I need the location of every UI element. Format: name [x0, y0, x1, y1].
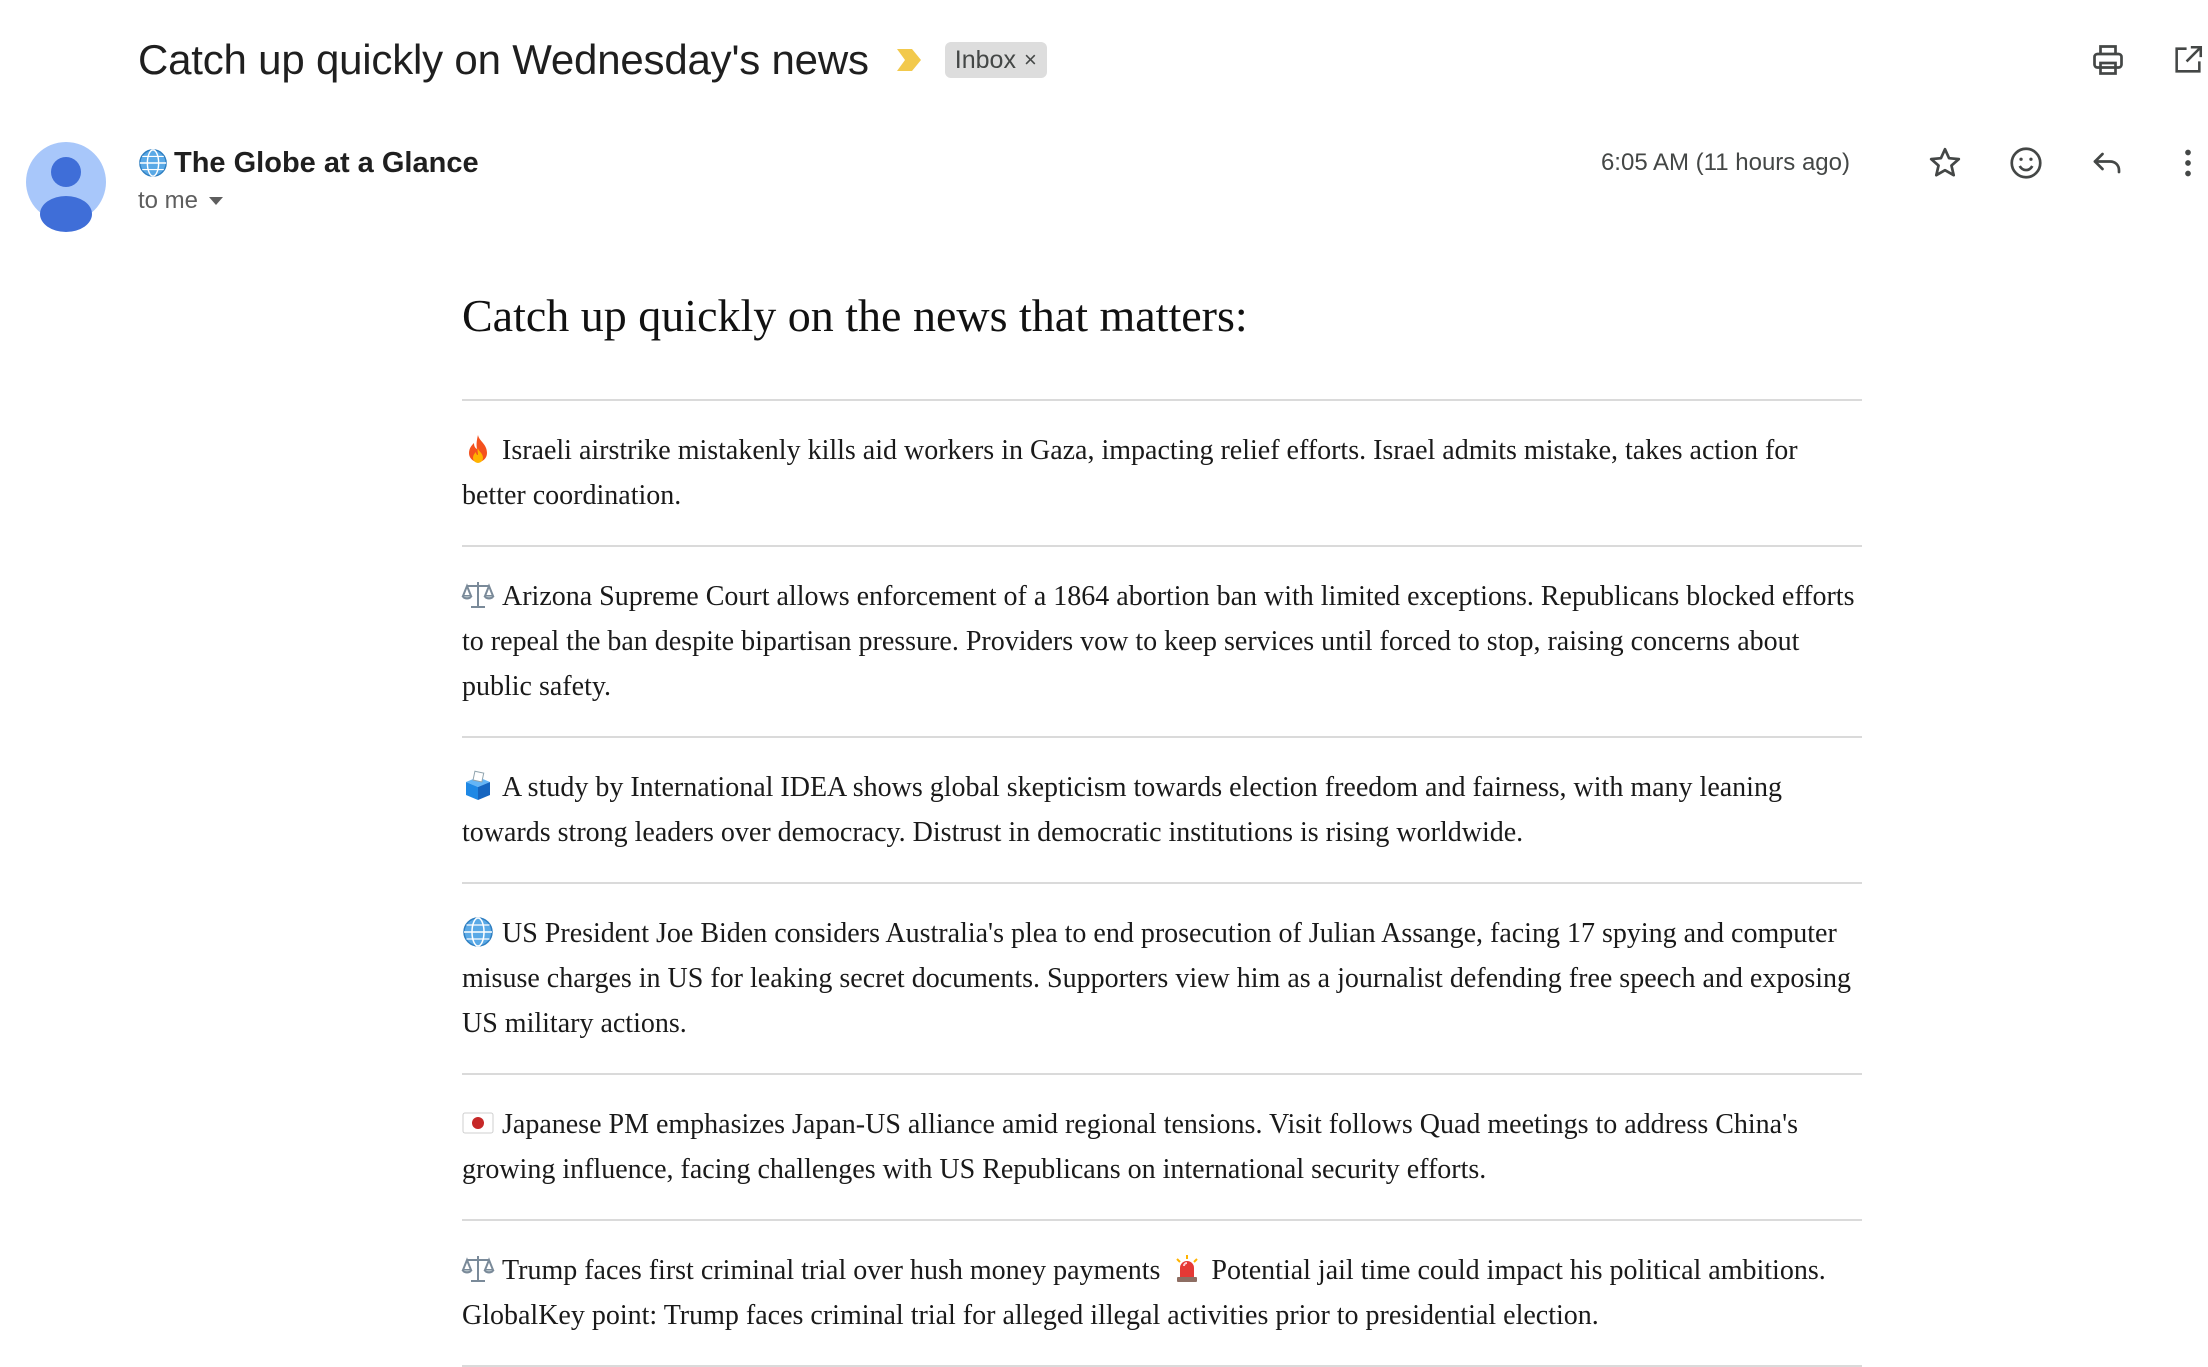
balance-scale-icon: [462, 1253, 494, 1285]
ballot-box-icon: [462, 770, 494, 802]
open-in-new-window-button[interactable]: [2168, 40, 2208, 80]
globe-icon: [462, 916, 494, 948]
reply-icon: [2089, 145, 2125, 181]
print-button[interactable]: [2088, 40, 2128, 80]
importance-marker-icon[interactable]: [895, 45, 925, 75]
japan-flag-icon: [462, 1107, 494, 1139]
inbox-label-chip[interactable]: [945, 42, 1047, 78]
news-item: [462, 547, 1862, 738]
more-options-button[interactable]: [2168, 143, 2208, 183]
news-text: Japanese PM emphasizes Japan-US alliance amid regional tensions. Visit follows Quad meetings to address China's growing influence, facing challenges with US Republicans on international security efforts.: [462, 1109, 1799, 1185]
inbox-label-text: Inbox: [954, 45, 1016, 74]
open-in-new-icon: [2171, 43, 2205, 77]
news-item: [462, 884, 1862, 1075]
news-item: [462, 1075, 1862, 1221]
star-button[interactable]: [1925, 143, 1965, 183]
print-icon: [2090, 42, 2126, 78]
news-text: Israeli airstrike mistakenly kills aid workers in Gaza, impacting relief efforts. Israel admits mistake, takes action for better coordination.: [462, 435, 1798, 511]
reply-button[interactable]: [2087, 143, 2127, 183]
sender-line: [138, 143, 479, 183]
sender-block: [138, 143, 479, 215]
news-item: [462, 401, 1862, 547]
news-text: Potential jail time could impact his political ambitions. GlobalKey point: Trump faces criminal trial for alleged illegal activities prior to presidential election.: [462, 1255, 1826, 1331]
news-text: Arizona Supreme Court allows enforcement of a 1864 abortion ban with limited exceptions. Republicans blocked efforts to repeal the ban despite bipartisan pressure. Providers vow to keep services until forced to stop, raising concerns about public safety.: [462, 581, 1855, 702]
body-heading: Catch up quickly on the news that matters:: [462, 290, 1248, 341]
email-subject: Catch up quickly on Wednesday's news: [138, 36, 869, 83]
fire-icon: [462, 433, 494, 465]
add-reaction-button[interactable]: [2006, 143, 2046, 183]
subject-bar: [138, 28, 1047, 92]
star-icon: [1927, 145, 1963, 181]
police-light-icon: [1171, 1253, 1203, 1285]
recipient-text: to me: [138, 187, 199, 214]
balance-scale-icon: [462, 579, 494, 611]
emoji-smile-icon: [2008, 145, 2044, 181]
sender-name[interactable]: The Globe at a Glance: [174, 146, 479, 179]
sender-avatar[interactable]: [26, 142, 106, 222]
news-list: [462, 399, 1862, 1367]
news-text: A study by International IDEA shows global skepticism towards election freedom and fairness, with many leaning towards strong leaders over democracy. Distrust in democratic institutions is rising worldwide.: [462, 772, 1782, 848]
globe-icon: [138, 148, 168, 178]
message-meta: [1601, 143, 2208, 183]
thread-actions: [2048, 40, 2208, 80]
news-item: [462, 1221, 1862, 1367]
news-text: US President Joe Biden considers Australia's plea to end prosecution of Julian Assange, facing 17 spying and computer misuse charges in US for leaking secret documents. Supporters view him as a journalist defending free speech and exposing US military actions.: [462, 918, 1852, 1039]
news-item: [462, 738, 1862, 884]
remove-label-button[interactable]: ×: [1023, 47, 1037, 72]
news-text: Trump faces first criminal trial over hush money payments: [502, 1255, 1161, 1286]
recipient-details-toggle[interactable]: [138, 187, 479, 215]
chevron-down-icon: [208, 196, 224, 206]
more-vertical-icon: [2170, 145, 2206, 181]
timestamp: 6:05 AM (11 hours ago): [1600, 149, 1850, 176]
message-body: [462, 285, 1862, 1367]
